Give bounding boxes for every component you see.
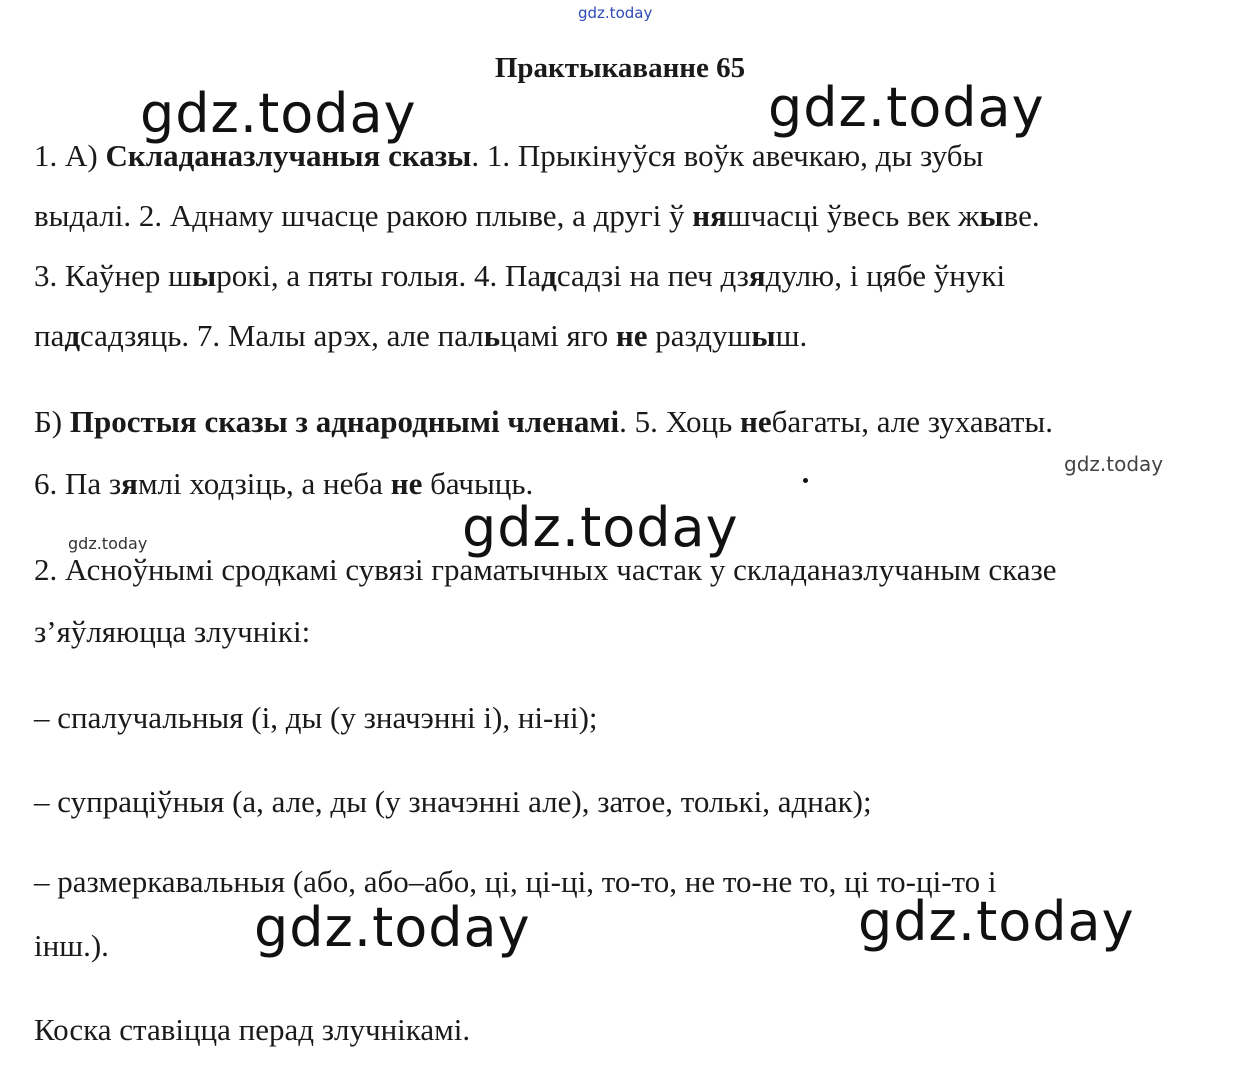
text-fragment: ве. <box>1003 198 1040 233</box>
text-fragment: шчасці ўвесь век ж <box>726 198 980 233</box>
text-fragment: 6. Па з <box>34 466 122 501</box>
text-line <box>34 402 1053 442</box>
text-fragment: бачыць. <box>422 466 534 501</box>
text-fragment: рокі, а пяты голыя. 4. Па <box>216 258 542 293</box>
text-fragment: па <box>34 318 65 353</box>
text-line <box>34 136 983 176</box>
bold-fragment: ь <box>483 318 501 353</box>
text-fragment: млі ходзіць, а неба <box>137 466 391 501</box>
text-line: 2. Асноўнымі сродкамі сувязі граматычных частак у складаназлучаным сказе <box>34 552 1057 587</box>
watermark-top: gdz.today <box>578 4 653 22</box>
list-item-continuation: інш.). <box>34 928 109 963</box>
text-fragment: цамі яго <box>500 318 616 353</box>
text-fragment: 3. Каўнер ш <box>34 258 192 293</box>
watermark-big: gdz.today <box>254 896 531 959</box>
watermark-big: gdz.today <box>462 496 739 559</box>
text-line <box>34 196 1040 236</box>
bold-fragment: ы <box>751 318 776 353</box>
bold-fragment: не <box>739 404 772 439</box>
text-fragment: багаты, але зухаваты. <box>771 404 1053 439</box>
text-fragment: 1. А) <box>34 138 106 173</box>
watermark-small: gdz.today <box>1064 452 1164 476</box>
bold-fragment: я <box>748 258 766 293</box>
text-fragment: . 1. Прыкінуўся воўк авечкаю, ды зубы <box>471 138 984 173</box>
bold-fragment: не <box>615 318 648 353</box>
text-fragment: дулю, і цябе ўнукі <box>765 258 1006 293</box>
text-line: з’яўляюцца злучнікі: <box>34 614 311 649</box>
watermark-small: gdz.today <box>68 534 148 553</box>
bold-fragment: ня <box>692 198 727 233</box>
page-title: Практыкаванне 65 <box>494 52 746 84</box>
bold-fragment: д <box>541 258 557 293</box>
list-item: – размеркавальныя (або, або–або, ці, ці-ці, то-то, не то-не то, ці то-ці-то і <box>34 864 997 899</box>
watermark-big: gdz.today <box>768 76 1045 139</box>
text-line <box>34 316 807 356</box>
text-line <box>34 464 533 504</box>
text-fragment: раздуш <box>647 318 752 353</box>
footer-note: Коска ставіцца перад злучнікамі. <box>34 1012 471 1047</box>
bold-fragment: д <box>64 318 81 353</box>
stray-dot <box>803 478 808 483</box>
text-fragment: садзі на печ дз <box>556 258 749 293</box>
text-fragment: садзяць. 7. Малы арэх, але пал <box>80 318 484 353</box>
bold-fragment: ы <box>979 198 1004 233</box>
bold-fragment: ы <box>192 258 217 293</box>
watermark-big: gdz.today <box>858 890 1135 953</box>
bold-fragment: я <box>121 466 138 501</box>
bold-heading: Простыя сказы з аднароднымі членамі <box>69 404 620 439</box>
text-fragment: Б) <box>34 404 70 439</box>
text-fragment: ш. <box>775 318 808 353</box>
text-line <box>34 256 1005 296</box>
text-fragment: . 5. Хоць <box>619 404 740 439</box>
list-item: – спалучальныя (і, ды (у значэнні і), ні-ні); <box>34 700 598 735</box>
bold-fragment: не <box>390 466 423 501</box>
list-item: – супраціўныя (а, але, ды (у значэнні але), затое, толькі, аднак); <box>34 784 872 819</box>
text-fragment: выдалі. 2. Аднаму шчасце ракою плыве, а другі ў <box>34 198 693 233</box>
bold-heading: Складаназлучаныя сказы <box>105 138 472 173</box>
watermark-big: gdz.today <box>140 82 417 145</box>
